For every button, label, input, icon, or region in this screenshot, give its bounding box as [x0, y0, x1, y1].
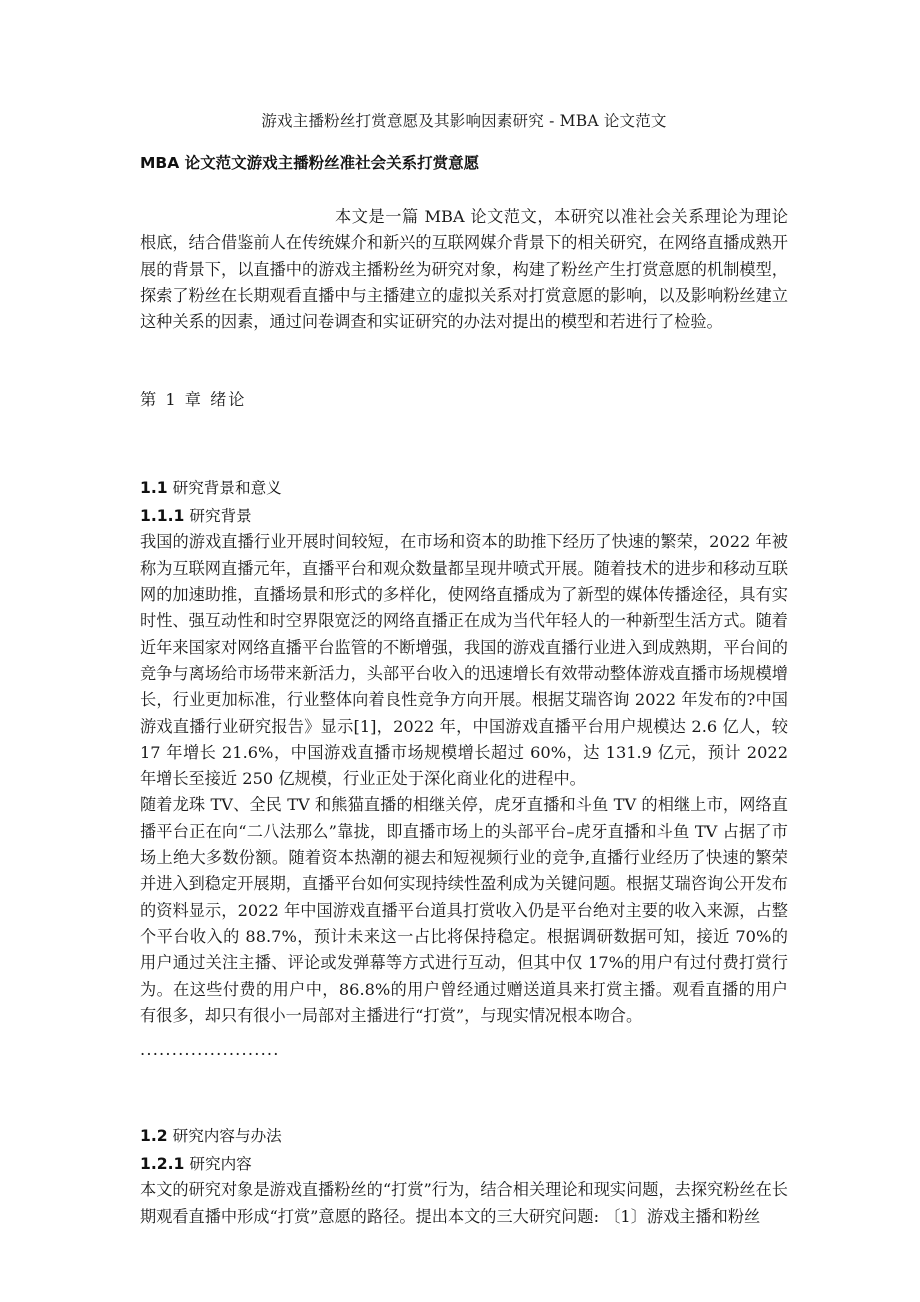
- subsection-heading-1-1-1: [140, 503, 788, 529]
- section-number-1-2: 1.2: [140, 1127, 168, 1146]
- section-title-1-2: 研究内容与办法: [172, 1127, 282, 1146]
- subsection-number-1-2-1: 1.2.1: [140, 1155, 185, 1174]
- chapter-heading: 第 1 章 绪论: [140, 390, 247, 410]
- truncation-ellipsis: ......................: [140, 1040, 280, 1060]
- body-paragraph: 随着龙珠 TV、全民 TV 和熊猫直播的相继关停，虎牙直播和斗鱼 TV 的相继上市，网络直播平台正在向“二八法那么”靠拢，即直播市场上的头部平台–虎牙直播和斗鱼 TV 占据了市场上绝大多数份额。随着资本热潮的褪去和短视频行业的竞争,直播行业经历了快速的繁荣并进入到稳定开展期，直播平台如何实现持续性盈利成为关键问题。根据艾瑞咨询公开发布的资料显示，2022 年中国游戏直播平台道具打赏收入仍是平台绝对主要的收入来源，占整个平台收入的 88.7%，预计未来这一占比将保持稳定。根据调研数据可知，接近 70%的用户通过关注主播、评论或发弹幕等方式进行互动，但其中仅 17%的用户有过付费打赏行为。在这些付费的用户中，86.8%的用户曾经通过赠送道具来打赏主播。观看直播的用户有很多，却只有很小一局部对主播进行“打赏”，与现实情况根本吻合。: [140, 795, 788, 1025]
- body-paragraph: 我国的游戏直播行业开展时间较短，在市场和资本的助推下经历了快速的繁荣，2022 年被称为互联网直播元年，直播平台和观众数量都呈现井喷式开展。随着技术的进步和移动互联网的加速助推，直播场景和形式的多样化，使网络直播成为了新型的媒体传播途径，具有实时性、强互动性和时空界限宽泛的网络直播正在成为当代年轻人的一种新型生活方式。随着近年来国家对网络直播平台监管的不断增强，我国的游戏直播行业进入到成熟期，平台间的竞争与离场给市场带来新活力，头部平台收入的迅速增长有效带动整体游戏直播市场规模增长，行业更加标准，行业整体向着良性竞争方向开展。根据艾瑞咨询 2022 年发布的?中国游戏直播行业研究报告》显示[1]，2022 年，中国游戏直播平台用户规模达 2.6 亿人，较 17 年增长 21.6%，中国游戏直播市场规模增长超过 60%，达 131.9 亿元，预计 2022 年增长至接近 250 亿规模，行业正处于深化商业化的进程中。: [140, 532, 788, 789]
- section-heading-1-1: [140, 475, 788, 501]
- section-title-1-1: 研究背景和意义: [172, 479, 282, 498]
- subsection-title-1-2-1: 研究内容: [189, 1155, 252, 1174]
- section-heading-1-2: [140, 1123, 788, 1149]
- body-paragraph: 本文的研究对象是游戏直播粉丝的“打赏”行为，结合相关理论和现实问题，去探究粉丝在长期观看直播中形成“打赏”意愿的路径。提出本文的三大研究问题: 〔1〕游戏主播和粉丝: [140, 1180, 788, 1226]
- subsection-heading-1-2-1: [140, 1151, 788, 1177]
- subsection-title-1-1-1: 研究背景: [189, 507, 252, 526]
- document-subtitle: MBA 论文范文游戏主播粉丝准社会关系打赏意愿: [140, 154, 480, 172]
- section-number-1-1: 1.1: [140, 479, 168, 498]
- subsection-number-1-1-1: 1.1.1: [140, 507, 185, 526]
- page-title: 游戏主播粉丝打赏意愿及其影响因素研究 - MBA 论文范文: [261, 112, 667, 130]
- section-spacer: [140, 1063, 788, 1123]
- document-content-column: [140, 0, 788, 1230]
- abstract-paragraph: 本文是一篇 MBA 论文范文，本研究以准社会关系理论为理论根底，结合借鉴前人在传统媒介和新兴的互联网媒介背景下的相关研究，在网络直播成熟开展的背景下，以直播中的游戏主播粉丝为研究对象，构建了粉丝产生打赏意愿的机制模型，探索了粉丝在长期观看直播中与主播建立的虚拟关系对打赏意愿的影响，以及影响粉丝建立这种关系的因素，通过问卷调查和实证研究的办法对提出的模型和若进行了检验。: [140, 207, 788, 332]
